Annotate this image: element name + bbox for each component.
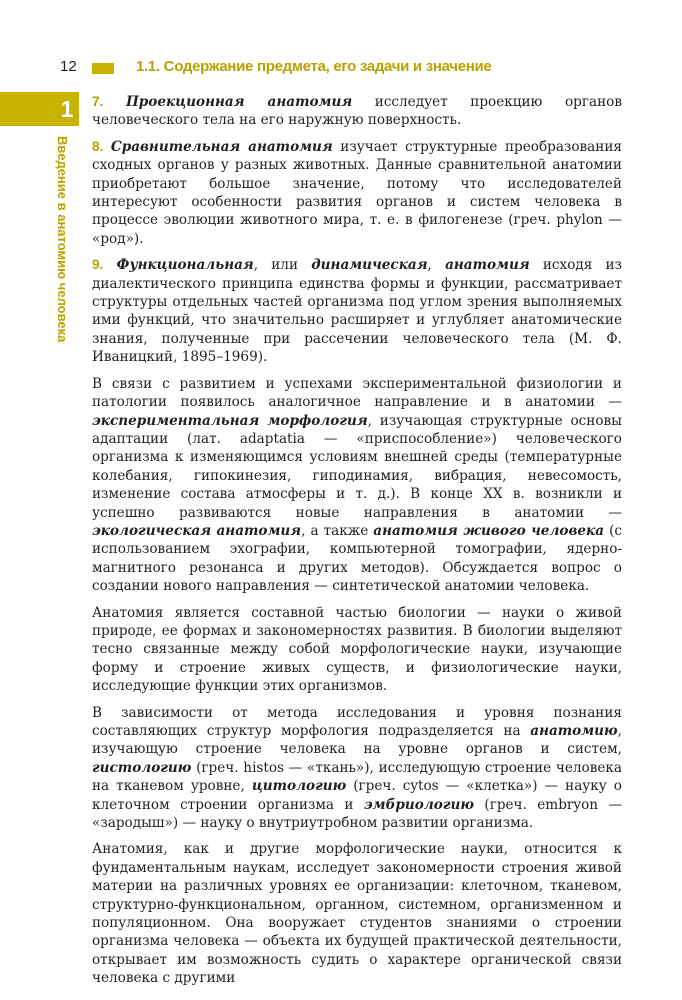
text-run: (с использованием эхографии, компьютерной томографии, ядерно-магнитного резонанса и других методов). Обсуждается вопрос о создании нового направления — синтетической анатомии человека. [92,522,622,595]
text-run [103,257,116,273]
paragraph [92,604,622,696]
paragraph [92,93,622,130]
paragraph [92,375,622,596]
text-run: изучает структурные преобразования сходных органов у разных животных. Данные сравнительной анатомии приобретают большое значение, потому что исследователей интересуют особенности развития органов и систем человека в процессе эволюции животного мира, т. е. в филогенезе (греч. phylon — «род»). [92,138,622,247]
term: динамическая [311,257,428,274]
text-run: исследует проекцию органов человеческого тела на его наружную поверхность. [92,94,622,129]
paragraph [92,256,622,366]
paragraph [92,840,622,987]
text-run: , изучающую строение человека на уровне органов и систем, [92,723,622,758]
text-run: (греч. embryon — «зародыш») — науку о внутриутробном развитии организма. [92,796,622,832]
term: Сравнительная анатомия [110,138,333,155]
text-run: Анатомия, как и другие морфологические науки, относится к фундаментальным наукам, исследует закономерности строения живой материи на различных уровнях ее организации: клеточном, тканевом, структурно-функциональном, органном, системном, организменном и популяционном. Она вооружает студентов знаниями о строении организма человека — объекта их будущей практической деятельности, открывает им возможность судить о характере органической связи человека с другими [92,841,622,987]
text-run: , или [253,257,312,274]
item-number: 9. [92,257,104,273]
running-header-title: 1.1. Содержание предмета, его задачи и значение [136,58,492,75]
text-run: , [427,257,446,274]
term: гистологию [92,759,192,776]
text-run [103,94,126,110]
term: анатомию [530,723,618,739]
item-number: 7. [92,94,104,109]
text-run [103,139,111,155]
text-run: В зависимости от метода исследования и уровня познания составляющих структур морфология подразделяется на [92,704,622,739]
text-run: (греч. histos — «ткань»), исследующую строение человека на тканевом уровне, [92,759,622,795]
paragraph [92,704,622,833]
item-number: 8. [92,138,104,154]
term: эмбриологию [363,796,474,813]
term: анатомия [445,257,530,274]
text-run: В связи с развитием и успехами экспериментальной физиологии и патологии появилось аналогичное направление и в анатомии — [92,375,622,411]
term: анатомия живого человека [373,522,605,539]
header-accent-bar [92,63,114,74]
text-run: , изучающая структурные основы адаптации (лат. adaptatia — «приспособление») человеческого организма к изменяющимся условиям внешней среды (температурные колебания, гипокинезия, гиподинамия, вибрация, невесомость, изменение состава атмосферы и т. д.). В конце XX в. возникли и успешно развиваются новые направления в анатомии — [92,412,622,521]
body-text [92,93,622,996]
text-run: Анатомия является составной частью биологии — науки о живой природе, ее формах и закономерностях развития. В биологии выделяют тесно связанные между собой морфологические науки, изучающие форму и строение живых существ, и физиологические науки, исследующие функции этих организмов. [92,604,622,695]
text-run: , а также [301,522,374,539]
chapter-side-title: Введение в анатомию человека [55,136,70,343]
term: Проекционная анатомия [125,94,353,110]
term: Функциональная [116,257,254,274]
term: экологическая анатомия [92,522,302,539]
term: цитологию [251,778,347,795]
page-number: 12 [60,58,77,75]
text-run: (греч. cytos — «клетка») — науку о клеточном строении организма и [92,778,622,813]
chapter-number: 1 [60,96,74,122]
paragraph [92,138,622,248]
term: экспериментальная морфология [92,412,368,429]
text-run: исходя из диалектического принципа единства формы и функции, рассматривает структуры отдельных частей организма под углом зрения выполняемых ими функций, что значительно расширяет и углубляет анатомические знания, полученные при рассечении человеческого тела (М. Ф. Иваницкий, 1895–1969). [92,257,622,366]
